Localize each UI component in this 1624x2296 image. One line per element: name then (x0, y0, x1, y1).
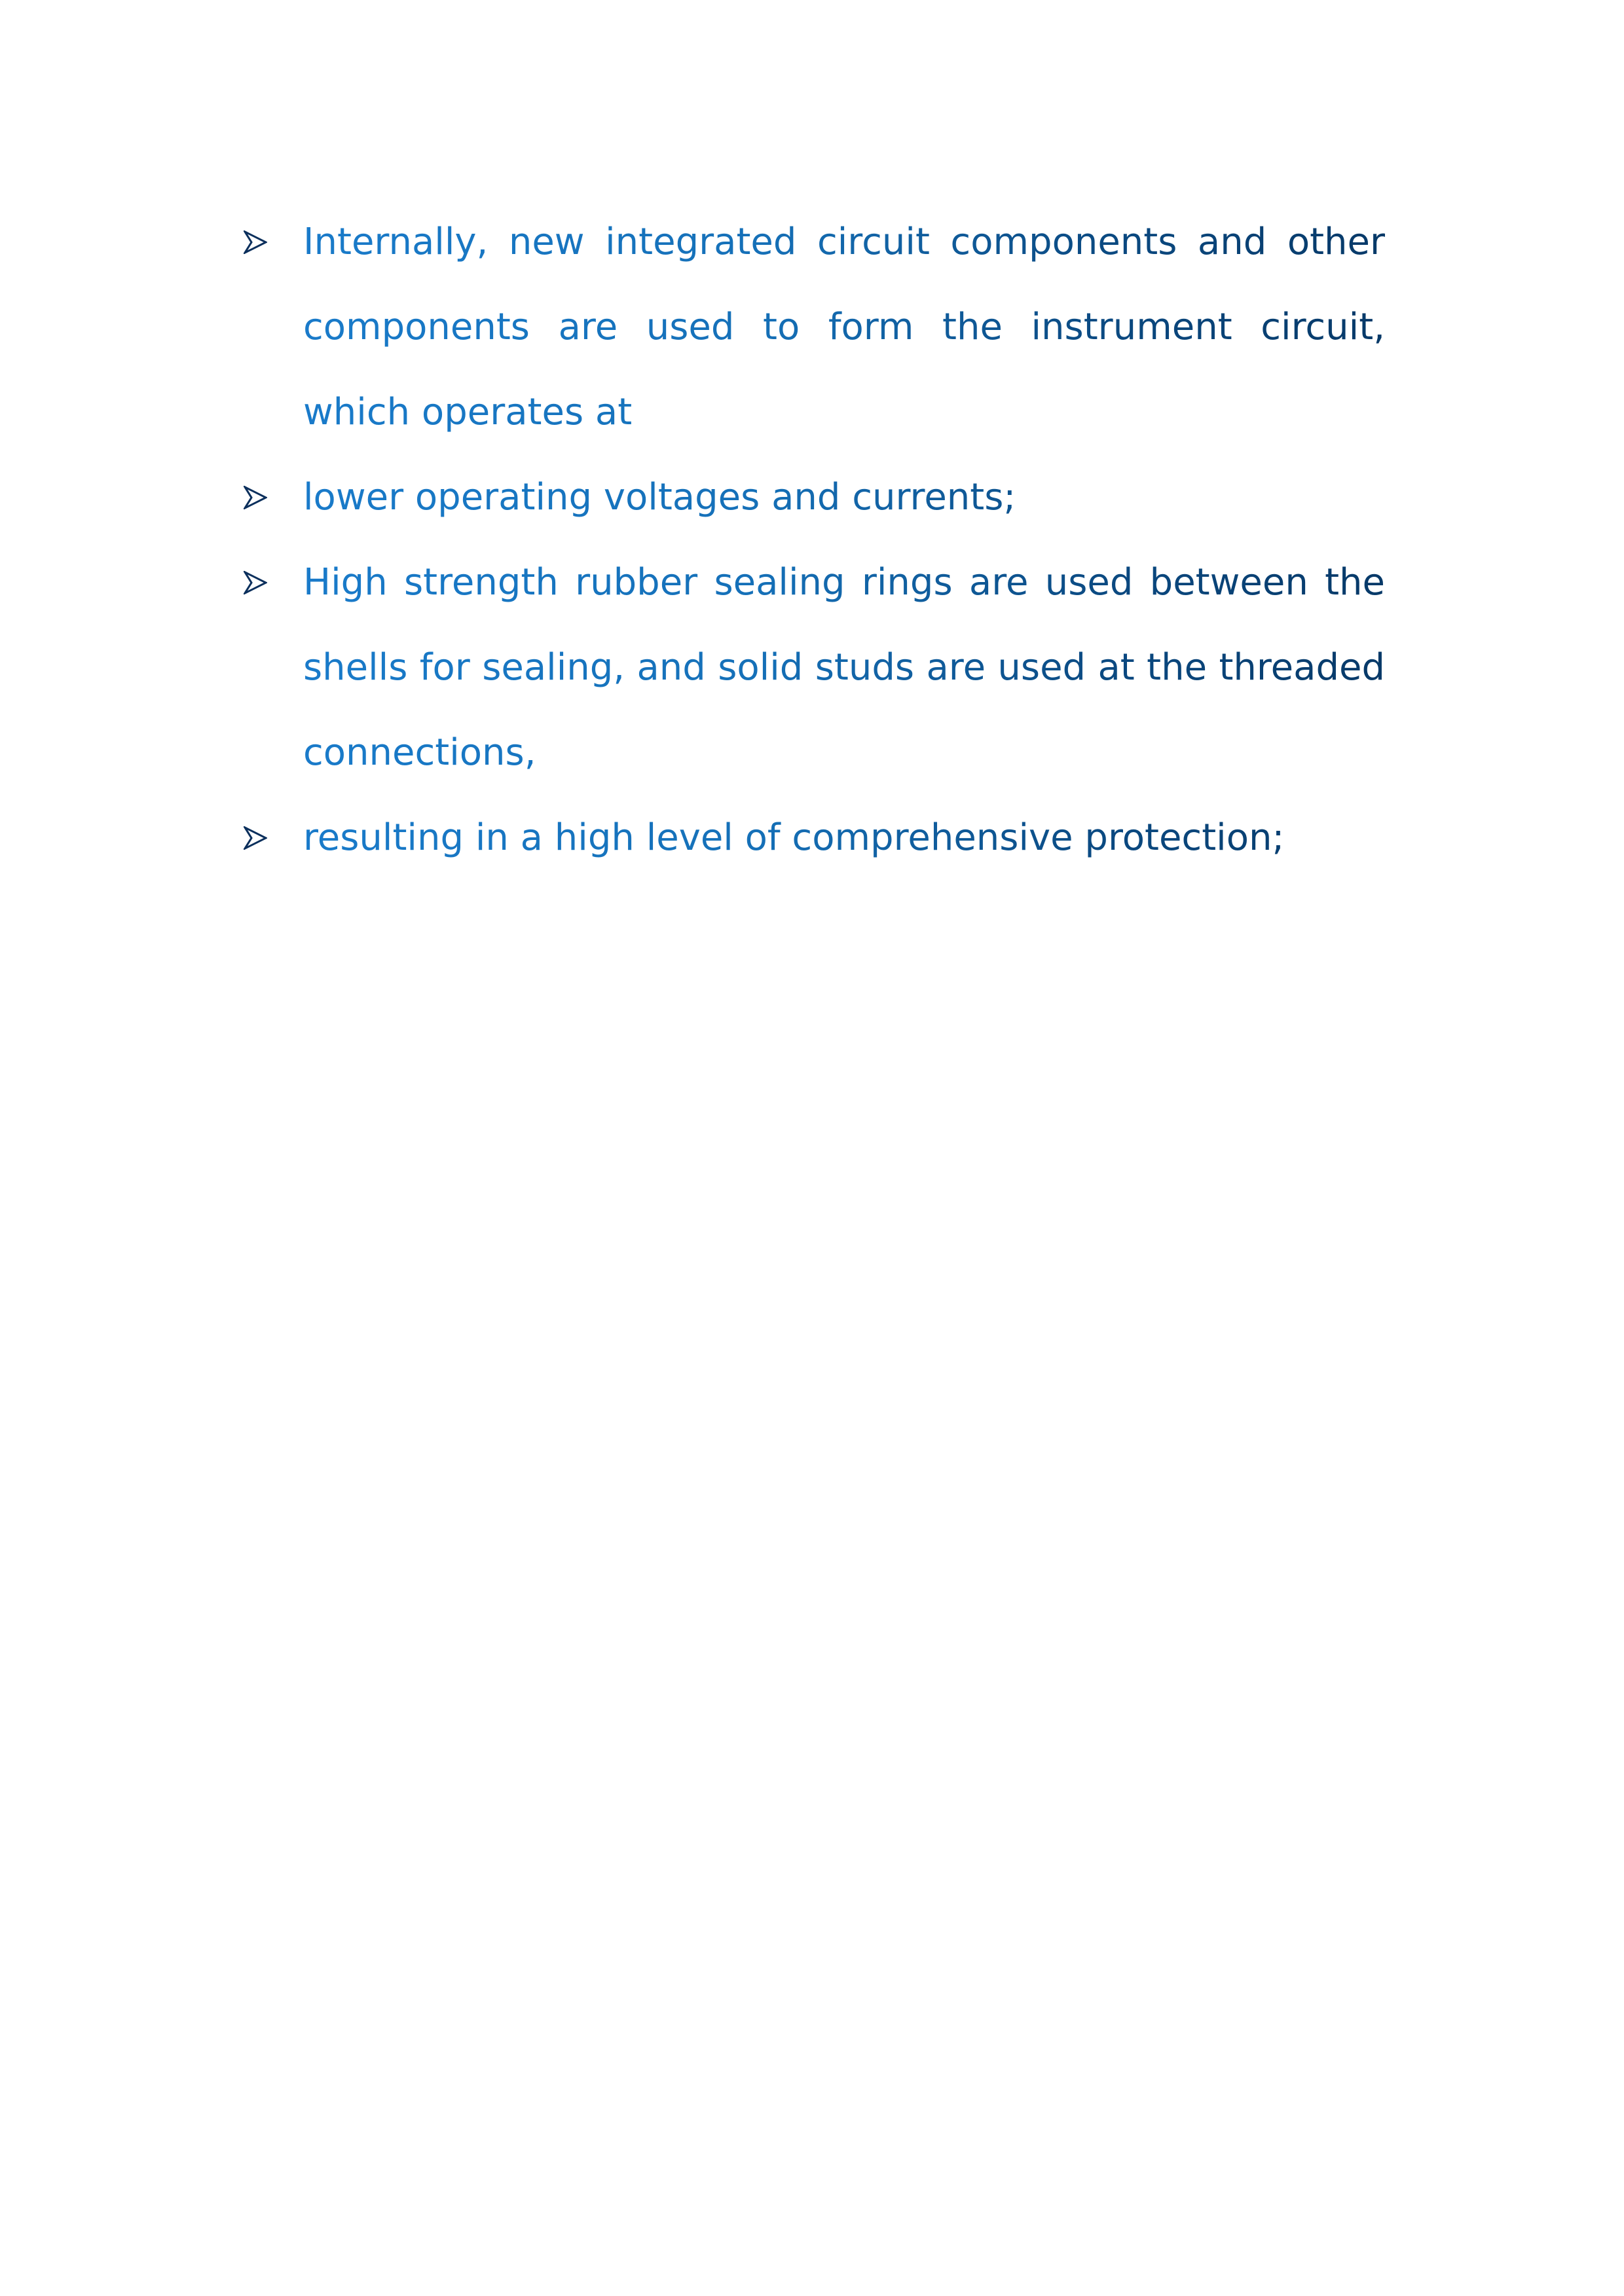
arrow-bullet-icon (244, 826, 267, 850)
bullet-text: Internally, new integrated circuit components and other components are used to form the instrument circuit, which operates at (303, 221, 1385, 433)
bullet-text: lower operating voltages and currents; (303, 476, 1016, 519)
bullet-text: High strength rubber sealing rings are used between the shells for sealing, and solid studs are used at the threaded connections, (303, 561, 1385, 774)
arrow-bullet-icon (244, 486, 267, 509)
bullet-list (242, 200, 1385, 881)
arrow-bullet-icon (244, 571, 267, 594)
bullet-item-lower-voltages (242, 455, 1385, 540)
arrow-bullet-icon (244, 230, 267, 254)
bullet-text: resulting in a high level of comprehensive protection; (303, 816, 1285, 859)
bullet-item-protection (242, 795, 1385, 881)
bullet-item-internally (242, 200, 1385, 455)
bullet-item-sealing-rings (242, 540, 1385, 795)
